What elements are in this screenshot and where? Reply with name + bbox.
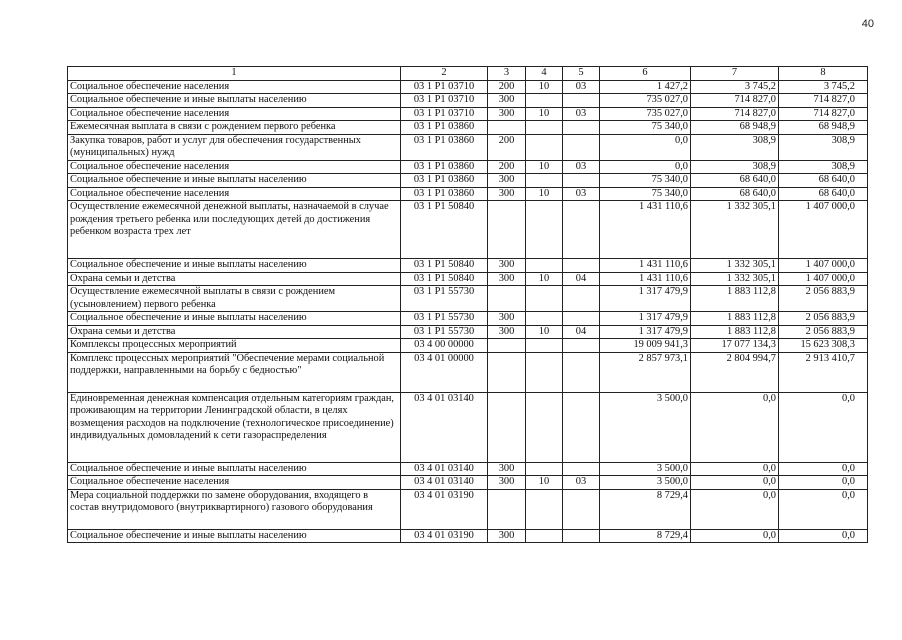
table-row <box>68 187 868 201</box>
amount-cell: 1 431 110,6 <box>600 272 691 286</box>
amount-cell: 308,9 <box>691 134 779 160</box>
amount-cell: 75 340,0 <box>600 174 691 188</box>
amount-cell: 75 340,0 <box>600 121 691 135</box>
header-cell: 4 <box>526 67 563 81</box>
code-cell: 03 4 01 00000 <box>401 352 488 392</box>
amount-cell: 0,0 <box>600 160 691 174</box>
table-row <box>68 339 868 353</box>
expense-type-cell <box>488 121 526 135</box>
code-cell: 03 4 00 00000 <box>401 339 488 353</box>
subsection-cell <box>563 259 600 273</box>
table-row <box>68 272 868 286</box>
header-cell: 3 <box>488 67 526 81</box>
code-cell: 03 1 Р1 50840 <box>401 272 488 286</box>
name-cell: Социальное обеспечение и иные выплаты населению <box>68 462 401 476</box>
amount-cell: 3 745,2 <box>779 80 868 94</box>
table-row <box>68 312 868 326</box>
table-row <box>68 174 868 188</box>
section-cell <box>526 286 563 312</box>
amount-cell: 1 883 112,8 <box>691 286 779 312</box>
code-cell: 03 4 01 03140 <box>401 476 488 490</box>
amount-cell: 0,0 <box>691 489 779 529</box>
code-cell: 03 1 Р1 55730 <box>401 312 488 326</box>
expense-type-cell: 300 <box>488 187 526 201</box>
section-cell <box>526 529 563 543</box>
code-cell: 03 1 Р1 03860 <box>401 187 488 201</box>
amount-cell: 714 827,0 <box>691 94 779 108</box>
amount-cell: 735 027,0 <box>600 94 691 108</box>
section-cell <box>526 489 563 529</box>
amount-cell: 1 431 110,6 <box>600 259 691 273</box>
subsection-cell: 03 <box>563 476 600 490</box>
subsection-cell <box>563 462 600 476</box>
amount-cell: 68 948,9 <box>779 121 868 135</box>
expense-type-cell: 300 <box>488 174 526 188</box>
amount-cell: 1 407 000,0 <box>779 259 868 273</box>
section-cell: 10 <box>526 325 563 339</box>
table-row <box>68 529 868 543</box>
amount-cell: 75 340,0 <box>600 187 691 201</box>
table-row <box>68 94 868 108</box>
section-cell: 10 <box>526 187 563 201</box>
amount-cell: 2 056 883,9 <box>779 325 868 339</box>
section-cell: 10 <box>526 80 563 94</box>
expense-type-cell: 200 <box>488 134 526 160</box>
expense-type-cell: 300 <box>488 476 526 490</box>
section-cell <box>526 94 563 108</box>
code-cell: 03 1 Р1 03710 <box>401 80 488 94</box>
expense-type-cell: 200 <box>488 80 526 94</box>
header-cell: 1 <box>68 67 401 81</box>
amount-cell: 2 913 410,7 <box>779 352 868 392</box>
expense-type-cell <box>488 489 526 529</box>
table-row <box>68 476 868 490</box>
name-cell: Социальное обеспечение и иные выплаты населению <box>68 312 401 326</box>
table-row <box>68 80 868 94</box>
table-row <box>68 325 868 339</box>
amount-cell: 1 883 112,8 <box>691 325 779 339</box>
amount-cell: 0,0 <box>779 462 868 476</box>
code-cell: 03 1 Р1 03860 <box>401 134 488 160</box>
amount-cell: 2 857 973,1 <box>600 352 691 392</box>
expense-type-cell: 200 <box>488 160 526 174</box>
header-cell: 7 <box>691 67 779 81</box>
amount-cell: 19 009 941,3 <box>600 339 691 353</box>
header-cell: 2 <box>401 67 488 81</box>
subsection-cell <box>563 94 600 108</box>
name-cell: Единовременная денежная компенсация отдельным категориям граждан, проживающим на территории Ленинградской области, в целях возмещения расходов на подключение (технологическое присоединение) индивидуальных домовладений к сети газораспределения <box>68 392 401 462</box>
amount-cell: 8 729,4 <box>600 489 691 529</box>
code-cell: 03 1 Р1 55730 <box>401 286 488 312</box>
amount-cell: 0,0 <box>691 392 779 462</box>
code-cell: 03 1 Р1 50840 <box>401 259 488 273</box>
amount-cell: 1 317 479,9 <box>600 312 691 326</box>
subsection-cell <box>563 352 600 392</box>
amount-cell: 1 883 112,8 <box>691 312 779 326</box>
name-cell: Комплекс процессных мероприятий "Обеспечение мерами социальной поддержки, направленными на борьбу с бедностью" <box>68 352 401 392</box>
section-cell: 10 <box>526 272 563 286</box>
subsection-cell: 03 <box>563 107 600 121</box>
table-row <box>68 160 868 174</box>
expense-type-cell <box>488 339 526 353</box>
amount-cell: 68 640,0 <box>691 187 779 201</box>
code-cell: 03 1 Р1 03710 <box>401 107 488 121</box>
amount-cell: 308,9 <box>779 134 868 160</box>
header-cell: 8 <box>779 67 868 81</box>
section-cell <box>526 134 563 160</box>
name-cell: Мера социальной поддержки по замене оборудования, входящего в состав внутридомового (внутриквартирного) газового оборудования <box>68 489 401 529</box>
amount-cell: 68 640,0 <box>691 174 779 188</box>
amount-cell: 0,0 <box>779 476 868 490</box>
amount-cell: 1 317 479,9 <box>600 286 691 312</box>
section-cell <box>526 312 563 326</box>
section-cell <box>526 121 563 135</box>
page-number: 40 <box>861 18 874 30</box>
section-cell: 10 <box>526 107 563 121</box>
name-cell: Охрана семьи и детства <box>68 325 401 339</box>
section-cell <box>526 174 563 188</box>
subsection-cell <box>563 392 600 462</box>
amount-cell: 2 056 883,9 <box>779 286 868 312</box>
amount-cell: 3 500,0 <box>600 392 691 462</box>
table-row <box>68 392 868 462</box>
code-cell: 03 1 Р1 55730 <box>401 325 488 339</box>
expense-type-cell: 300 <box>488 94 526 108</box>
subsection-cell <box>563 489 600 529</box>
expense-type-cell <box>488 201 526 259</box>
code-cell: 03 1 Р1 03710 <box>401 94 488 108</box>
expense-type-cell: 300 <box>488 325 526 339</box>
name-cell: Социальное обеспечение населения <box>68 187 401 201</box>
table-row <box>68 259 868 273</box>
code-cell: 03 4 01 03190 <box>401 489 488 529</box>
amount-cell: 1 317 479,9 <box>600 325 691 339</box>
expense-type-cell: 300 <box>488 462 526 476</box>
expense-type-cell: 300 <box>488 312 526 326</box>
header-cell: 6 <box>600 67 691 81</box>
budget-table <box>67 66 868 543</box>
section-cell: 10 <box>526 476 563 490</box>
table-row <box>68 121 868 135</box>
amount-cell: 1 407 000,0 <box>779 272 868 286</box>
code-cell: 03 1 Р1 03860 <box>401 121 488 135</box>
expense-type-cell <box>488 286 526 312</box>
amount-cell: 1 427,2 <box>600 80 691 94</box>
amount-cell: 0,0 <box>691 476 779 490</box>
subsection-cell <box>563 121 600 135</box>
subsection-cell <box>563 339 600 353</box>
expense-type-cell <box>488 392 526 462</box>
subsection-cell <box>563 529 600 543</box>
code-cell: 03 4 01 03190 <box>401 529 488 543</box>
subsection-cell: 04 <box>563 272 600 286</box>
amount-cell: 68 640,0 <box>779 187 868 201</box>
subsection-cell: 03 <box>563 187 600 201</box>
section-cell <box>526 259 563 273</box>
subsection-cell <box>563 286 600 312</box>
code-cell: 03 1 Р1 03860 <box>401 160 488 174</box>
header-cell: 5 <box>563 67 600 81</box>
subsection-cell <box>563 174 600 188</box>
amount-cell: 15 623 308,3 <box>779 339 868 353</box>
amount-cell: 0,0 <box>779 392 868 462</box>
amount-cell: 68 948,9 <box>691 121 779 135</box>
amount-cell: 1 332 305,1 <box>691 259 779 273</box>
expense-type-cell: 300 <box>488 107 526 121</box>
table-row <box>68 107 868 121</box>
amount-cell: 3 500,0 <box>600 462 691 476</box>
amount-cell: 3 500,0 <box>600 476 691 490</box>
name-cell: Осуществление ежемесячной денежной выплаты, назначаемой в случае рождения третьего ребенка или последующих детей до достижения ребенком возраста трех лет <box>68 201 401 259</box>
amount-cell: 68 640,0 <box>779 174 868 188</box>
section-cell: 10 <box>526 160 563 174</box>
name-cell: Ежемесячная выплата в связи с рождением первого ребенка <box>68 121 401 135</box>
name-cell: Социальное обеспечение населения <box>68 476 401 490</box>
name-cell: Социальное обеспечение населения <box>68 160 401 174</box>
subsection-cell <box>563 201 600 259</box>
amount-cell: 714 827,0 <box>779 94 868 108</box>
section-cell <box>526 392 563 462</box>
amount-cell: 17 077 134,3 <box>691 339 779 353</box>
amount-cell: 2 804 994,7 <box>691 352 779 392</box>
amount-cell: 308,9 <box>779 160 868 174</box>
table-body <box>68 80 868 543</box>
amount-cell: 8 729,4 <box>600 529 691 543</box>
code-cell: 03 1 Р1 50840 <box>401 201 488 259</box>
subsection-cell: 03 <box>563 80 600 94</box>
table-row <box>68 352 868 392</box>
amount-cell: 308,9 <box>691 160 779 174</box>
subsection-cell <box>563 312 600 326</box>
amount-cell: 714 827,0 <box>779 107 868 121</box>
name-cell: Социальное обеспечение населения <box>68 107 401 121</box>
name-cell: Закупка товаров, работ и услуг для обеспечения государственных (муниципальных) нужд <box>68 134 401 160</box>
code-cell: 03 1 Р1 03860 <box>401 174 488 188</box>
amount-cell: 1 431 110,6 <box>600 201 691 259</box>
name-cell: Социальное обеспечение и иные выплаты населению <box>68 259 401 273</box>
code-cell: 03 4 01 03140 <box>401 392 488 462</box>
section-cell <box>526 339 563 353</box>
amount-cell: 1 332 305,1 <box>691 272 779 286</box>
subsection-cell: 04 <box>563 325 600 339</box>
subsection-cell <box>563 134 600 160</box>
amount-cell: 3 745,2 <box>691 80 779 94</box>
expense-type-cell: 300 <box>488 259 526 273</box>
name-cell: Социальное обеспечение и иные выплаты населению <box>68 174 401 188</box>
expense-type-cell <box>488 352 526 392</box>
table-row <box>68 134 868 160</box>
amount-cell: 0,0 <box>600 134 691 160</box>
amount-cell: 1 332 305,1 <box>691 201 779 259</box>
table-row <box>68 489 868 529</box>
section-cell <box>526 462 563 476</box>
code-cell: 03 4 01 03140 <box>401 462 488 476</box>
name-cell: Осуществление ежемесячной выплаты в связи с рождением (усыновлением) первого ребенка <box>68 286 401 312</box>
section-cell <box>526 201 563 259</box>
name-cell: Социальное обеспечение и иные выплаты населению <box>68 529 401 543</box>
amount-cell: 1 407 000,0 <box>779 201 868 259</box>
name-cell: Социальное обеспечение и иные выплаты населению <box>68 94 401 108</box>
table-row <box>68 462 868 476</box>
table-row <box>68 201 868 259</box>
section-cell <box>526 352 563 392</box>
amount-cell: 0,0 <box>691 462 779 476</box>
name-cell: Комплексы процессных мероприятий <box>68 339 401 353</box>
amount-cell: 2 056 883,9 <box>779 312 868 326</box>
amount-cell: 735 027,0 <box>600 107 691 121</box>
amount-cell: 714 827,0 <box>691 107 779 121</box>
table-row <box>68 286 868 312</box>
amount-cell: 0,0 <box>779 529 868 543</box>
expense-type-cell: 300 <box>488 529 526 543</box>
expense-type-cell: 300 <box>488 272 526 286</box>
subsection-cell: 03 <box>563 160 600 174</box>
amount-cell: 0,0 <box>779 489 868 529</box>
name-cell: Охрана семьи и детства <box>68 272 401 286</box>
header-row <box>68 67 868 81</box>
name-cell: Социальное обеспечение населения <box>68 80 401 94</box>
amount-cell: 0,0 <box>691 529 779 543</box>
